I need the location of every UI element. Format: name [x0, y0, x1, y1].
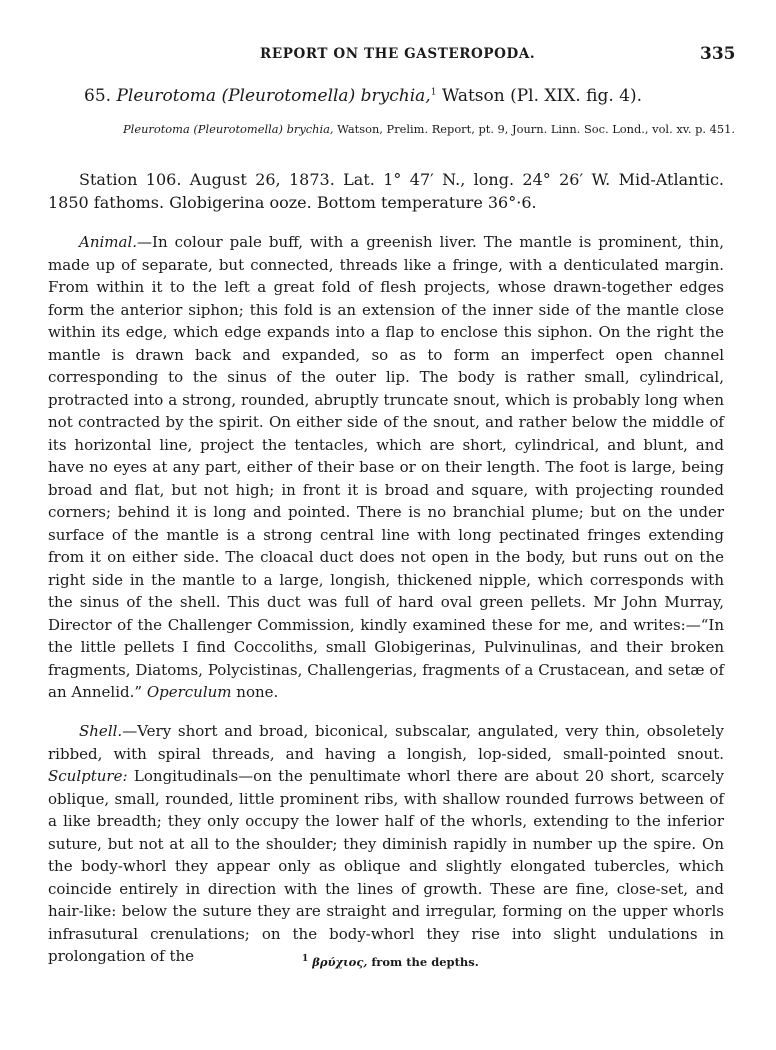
- sculpture-label: Sculpture:: [48, 767, 128, 785]
- shell-body-1: —Very short and broad, biconical, subscalar, angulated, very thin, obsoletely ribbed, with spiral threads, and having a longish, lop-sided, small-pointed snout.: [48, 722, 724, 763]
- animal-paragraph: [48, 231, 724, 704]
- footnote-greek: βρύχιος,: [312, 955, 368, 969]
- subgenus-name: (Pleurotomella): [221, 86, 356, 106]
- citation: [120, 121, 738, 138]
- operculum-text: none.: [231, 683, 279, 701]
- footnote: [302, 955, 479, 969]
- genus-name: Pleurotoma: [116, 86, 217, 106]
- animal-body: —In colour pale buff, with a greenish liver. The mantle is prominent, thin, made up of separate, but connected, threads like a fringe, with a denticulated margin. From within it to the left a great fold of flesh projects, whose drawn-together edges form the anterior siphon; this fold is an extension of the inner side of the mantle close within its edge, which edge expands into a flap to enclose this siphon. On the right the mantle is drawn back and expanded, so as to form an imperfect open channel corresponding to the sinus of the outer lip. The body is rather small, cylindrical, protracted into a strong, rounded, abruptly truncate snout, which is probably long when not contracted by the spirit. On either side of the snout, and rather below the middle of its horizontal line, project the tentacles, which are short, cylindrical, and blunt, and have no eyes at any part, either of their base or on their length. The foot is large, being broad and flat, but not high; in front it is broad and square, with projecting rounded corners; behind it is long and pointed. There is no branchial plume; but on the under surface of the mantle is a strong central line with long pectinated fringes extending from it on either side. The cloacal duct does not open in the body, but runs out on the right side in the mantle to a large, longish, thickened nipple, which corresponds with the sinus of the shell. This duct was full of hard oval green pellets. Mr John Murray, Director of the Challenger Commission, kindly examined these for me, and writes:—“In the little pellets I find Coccoliths, small Globigerinas, Pulvinulinas, and their broken fragments, Diatoms, Polycistinas, Challengerias, fragments of a Crustacean, and setæ of an Annelid.”: [48, 233, 724, 701]
- citation-name: Pleurotoma (Pleurotomella) brychia,: [123, 122, 334, 136]
- shell-heading: Shell.: [79, 722, 123, 740]
- citation-reference: Watson, Prelim. Report, pt. 9, Journ. Linn. Soc. Lond., vol. xv. p. 451.: [337, 122, 735, 136]
- shell-body-2: Longitudinals—on the penultimate whorl there are about 20 short, scarcely oblique, small, rounded, little prominent ribs, with shallow rounded furrows between of a like breadth; they only occupy the lower half of the whorls, extending to the inferior suture, but not at all to the shoulder; they diminish rapidly in number up the spire. On the body-whorl they appear only as oblique and slightly elongated tubercles, which coincide entirely in direction with the lines of growth. These are fine, close-set, and hair-like: below the suture they are straight and irregular, forming on the upper whorls infrasutural crenulations; on the body-whorl they rise into slight undulations in prolongation of the: [48, 767, 724, 965]
- station-data: Station 106. August 26, 1873. Lat. 1° 47′ N., long. 24° 26′ W. Mid-Atlantic. 1850 fathoms. Globigerina ooze. Bottom temperature 36°·6.: [48, 170, 724, 212]
- animal-heading: Animal.: [79, 233, 138, 251]
- entry-number: 65.: [84, 86, 112, 106]
- shell-paragraph: [48, 720, 724, 968]
- footnote-ref: 1: [430, 87, 437, 98]
- footnote-mark: 1: [302, 954, 309, 965]
- operculum-label: Operculum: [146, 683, 232, 701]
- author-plate: Watson (Pl. XIX. fig. 4).: [441, 86, 643, 106]
- running-header: REPORT ON THE GASTEROPODA.: [260, 46, 536, 62]
- species-name: brychia,: [360, 86, 431, 106]
- footnote-text: from the depths.: [367, 955, 479, 969]
- page-number: 335: [700, 44, 736, 64]
- species-heading: [84, 86, 724, 106]
